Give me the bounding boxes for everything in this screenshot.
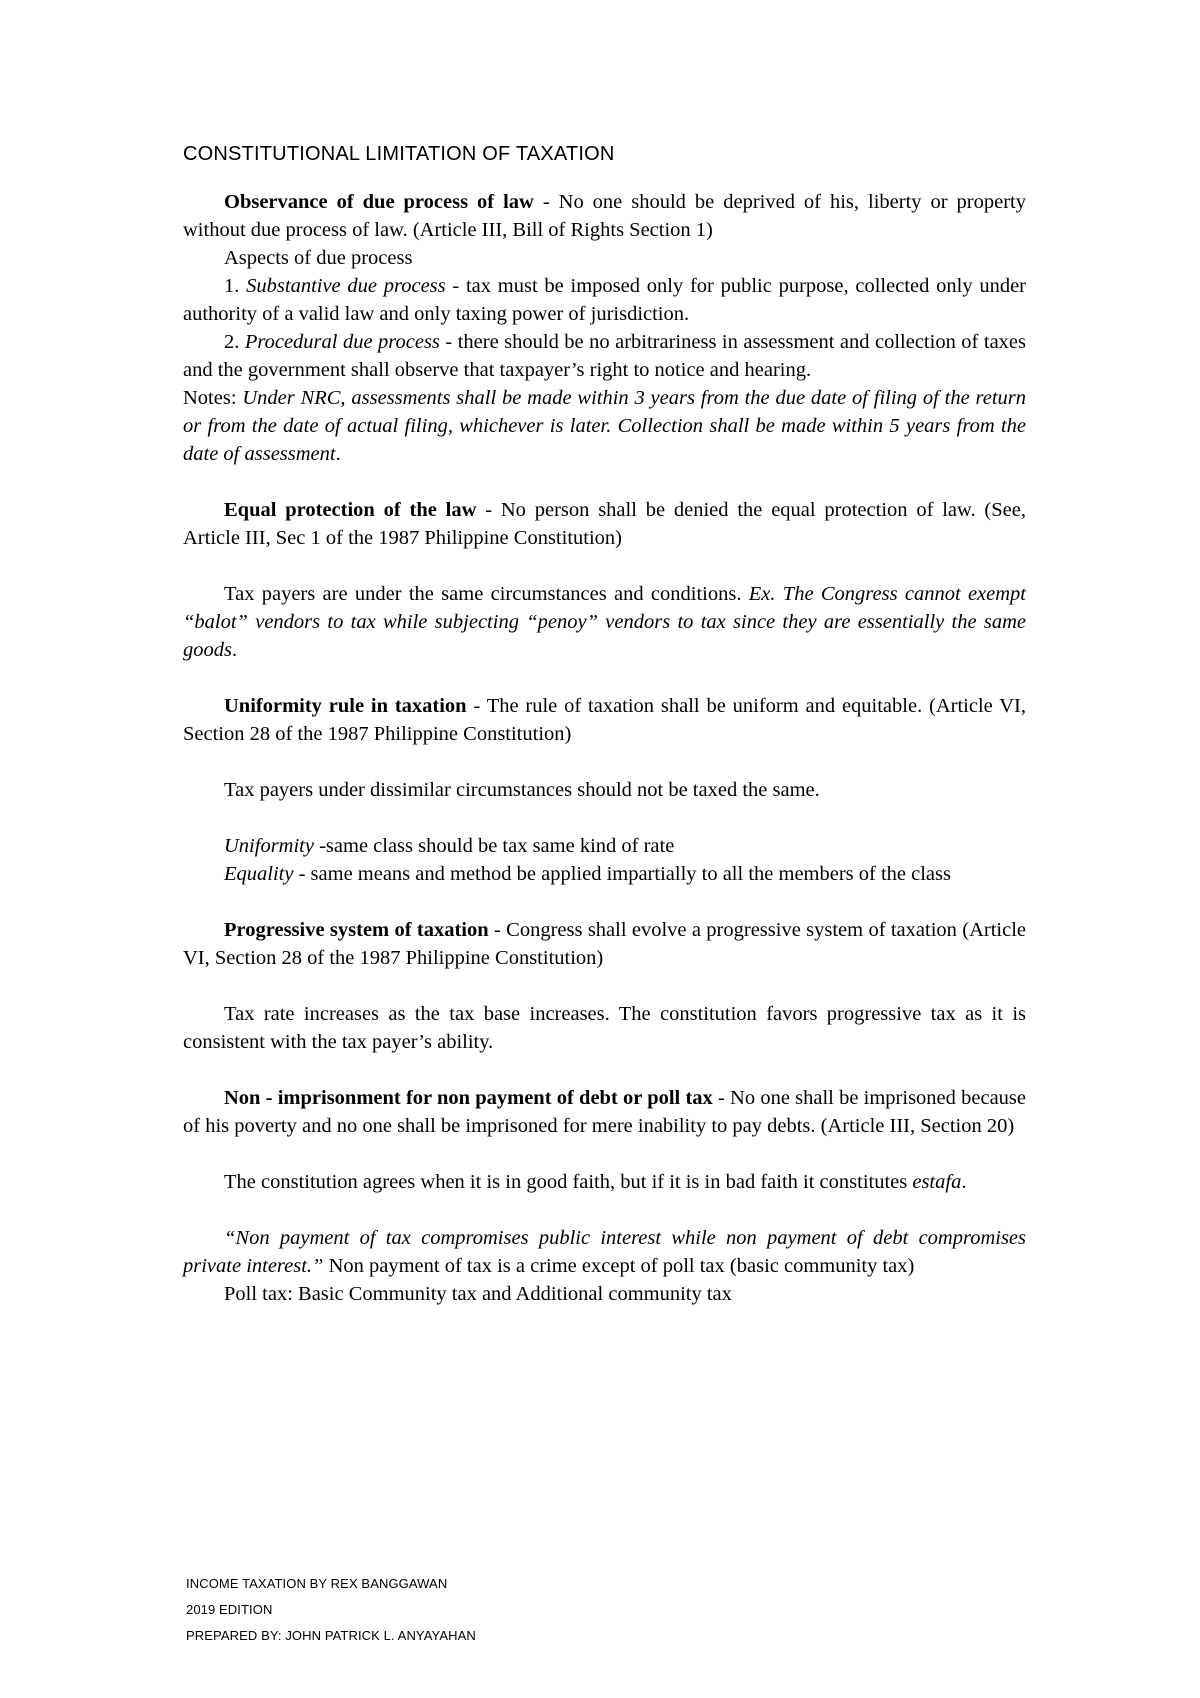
progressive-paragraph [183, 916, 1026, 972]
notes-text: Under NRC, assessments shall be made within 3 years from the due date of filing of the return or from the date of actual filing, whichever is later. Collection shall be made within 5 years from the date of assessment [183, 387, 1027, 465]
uniformity-dissimilar-paragraph: Tax payers under dissimilar circumstances should not be taxed the same. [224, 779, 820, 801]
due-process-text: - No one should be deprived of his, liberty or property without due process of law. (Article III, Bill of Rights Section 1) [183, 191, 1026, 241]
equal-protection-text: - No person shall be denied the equal protection of law. (See, Article III, Sec 1 of the 1987 Philippine Constitution) [183, 499, 1026, 549]
non-imprisonment-text: - No one shall be imprisoned because of his poverty and no one shall be imprisoned for mere inability to pay debts. (Article III, Section 20) [183, 1087, 1026, 1137]
equality-term: Equality [224, 863, 294, 885]
non-imprisonment-heading: Non - imprisonment for non payment of debt or poll tax [224, 1087, 713, 1109]
procedural-due-process-text: - there should be no arbitrariness in assessment and collection of taxes and the government shall observe that taxpayer’s right to notice and hearing. [183, 331, 1026, 381]
quote-italic: “Non payment of tax compromises public interest while non payment of debt compromises private interest.” [183, 1227, 1026, 1277]
equality-definition-text: - same means and method be applied impartially to all the members of the class [293, 863, 951, 885]
non-imprisonment-paragraph [183, 1084, 1026, 1140]
item1-number: 1. [224, 275, 247, 297]
progressive-explanation: Tax rate increases as the tax base increases. The constitution favors progressive tax as it is consistent with the tax payer’s ability. [183, 1003, 1026, 1053]
progressive-heading: Progressive system of taxation [224, 919, 489, 941]
substantive-due-process-text: - tax must be imposed only for public purpose, collected only under authority of a valid law and only taxing power of jurisdiction. [183, 275, 1027, 325]
item2-number: 2. [224, 331, 245, 353]
notes-label: Notes: [183, 387, 243, 409]
equal-protection-example-end: . [231, 639, 238, 661]
due-process-heading: Observance of due process of law [224, 191, 534, 213]
uniformity-definition [183, 832, 1026, 860]
footer-edition: 2019 EDITION [186, 1602, 273, 1617]
equality-definition [183, 860, 1026, 888]
aspects-label: Aspects of due process [224, 247, 413, 269]
page-footer [186, 1571, 476, 1649]
uniformity-text: - The rule of taxation shall be uniform and equitable. (Article VI, Section 28 of the 1987 Philippine Constitution) [183, 695, 1026, 745]
equal-protection-example-text: Tax payers are under the same circumstances and conditions. [224, 583, 749, 605]
equal-protection-example [183, 580, 1026, 664]
page-title: CONSTITUTIONAL LIMITATION OF TAXATION [183, 143, 615, 165]
uniformity-paragraph [183, 692, 1026, 748]
footer-book-title: INCOME TAXATION BY REX BANGGAWAN [186, 1576, 448, 1591]
poll-tax-line: Poll tax: Basic Community tax and Additional community tax [224, 1283, 732, 1305]
procedural-due-process-item [183, 328, 1026, 384]
document-body [183, 140, 1026, 1308]
equal-protection-example-italic: Ex. The Congress cannot exempt “balot” vendors to tax while subjecting “penoy” vendors to tax since they are essentially the same goods [183, 583, 1026, 661]
due-process-paragraph [183, 188, 1026, 244]
footer-prepared-by: PREPARED BY: JOHN PATRICK L. ANYAYAHAN [186, 1628, 476, 1643]
good-faith-text: The constitution agrees when it is in good faith, but if it is in bad faith it constitutes [224, 1171, 913, 1193]
notes-end: . [335, 443, 341, 465]
uniformity-term: Uniformity [224, 835, 314, 857]
notes-paragraph [183, 384, 1026, 468]
equal-protection-paragraph [183, 496, 1026, 552]
quote-text: Non payment of tax is a crime except of poll tax (basic community tax) [323, 1255, 915, 1277]
substantive-due-process-item [183, 272, 1026, 328]
good-faith-paragraph [183, 1168, 1026, 1196]
procedural-due-process-term: Procedural due process [244, 331, 440, 353]
uniformity-definition-text: -same class should be tax same kind of rate [313, 835, 675, 857]
equal-protection-heading: Equal protection of the law [224, 499, 477, 521]
uniformity-heading: Uniformity rule in taxation [224, 695, 467, 717]
progressive-text: - Congress shall evolve a progressive system of taxation (Article VI, Section 28 of the 1987 Philippine Constitution) [183, 919, 1026, 969]
estafa-term: estafa [912, 1171, 962, 1193]
good-faith-end: . [961, 1171, 967, 1193]
quote-paragraph [183, 1224, 1026, 1280]
substantive-due-process-term: Substantive due process [246, 275, 446, 297]
